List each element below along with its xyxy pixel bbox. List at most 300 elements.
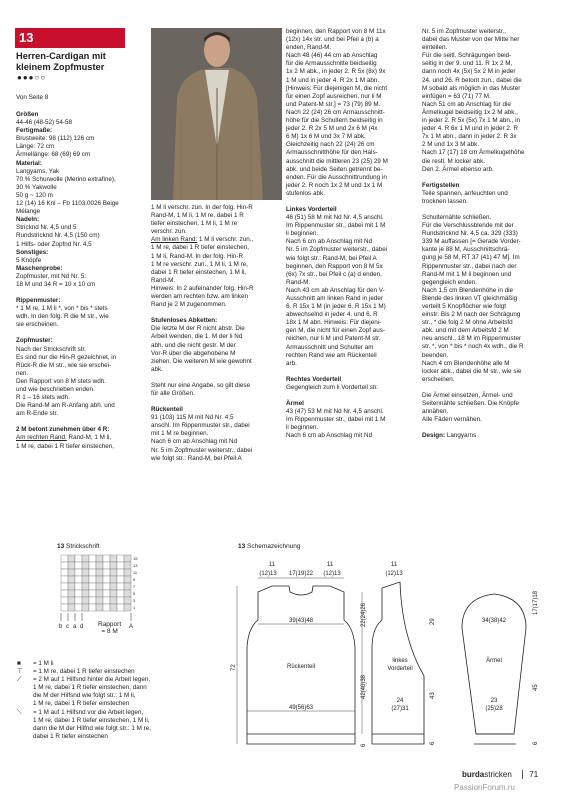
chart-cell: [68, 583, 75, 590]
svg-text:Ärmel: Ärmel: [486, 658, 502, 664]
legend-text: 1 M re, dabei 1 R tiefer einstechen, dann: [33, 684, 147, 692]
schematic-drawing: [232, 558, 552, 753]
chart-cell: [61, 576, 68, 583]
text-line: 50 g ~ 120 m: [16, 191, 53, 199]
text-line: jeder 2. R noch 1x 2 M und 1x 1 M: [286, 181, 383, 189]
text-line: 1 M li, Rand-M. In der folg. Hin-R: [151, 252, 244, 260]
svg-text:22(24)26: 22(24)26: [361, 602, 367, 627]
text-line: in jeder 2. R 5x (5x) 7x 1 M abn., in: [422, 117, 520, 125]
paragraph-gap: [151, 374, 279, 382]
text-line: einfügen = 63 (71) 77 M.: [422, 92, 491, 100]
text-line: 339 M auffassen [= Gerade Vorder-: [422, 238, 521, 246]
svg-text:(12)13: (12)13: [385, 571, 403, 577]
text-line: neu anschl., 18 M im Rippenmuster: [422, 335, 522, 343]
text-line: abk. und beide Seiten getrennt be-: [286, 165, 383, 173]
text-line: wie folgt str.: Rand-M, bei Pfeil A: [286, 254, 377, 262]
chart-cell: [110, 562, 117, 569]
chart-cell: [89, 597, 96, 604]
text-line: 7x 1 M abn., dann in jeder 2. R 3x: [422, 133, 517, 141]
text-line: und Patent-M str.] = 73 (79) 89 M.: [286, 100, 381, 108]
text-line: für die Armausschnitte beidseitig: [286, 60, 377, 68]
text-line: gen M, die nicht für einen Zopf aus-: [286, 327, 386, 335]
text-line: die restl. M locker abk.: [422, 157, 485, 165]
svg-text:72: 72: [231, 664, 237, 671]
svg-text:11: 11: [326, 562, 334, 568]
section-heading: Stufenloses Abketten:: [151, 317, 218, 325]
paragraph-gap: [16, 329, 144, 337]
footer-brand-rest: stricken: [484, 770, 512, 779]
chart-cell: [117, 597, 124, 604]
chart-cell: [117, 569, 124, 576]
svg-text:29: 29: [430, 618, 436, 625]
legend-text: dann die M der Hilfnd wie folgt str.: 1 M re,: [33, 724, 151, 732]
chart-cell: [75, 583, 82, 590]
chart-cell: [124, 569, 131, 576]
text-line: 1 Hilfs- oder Zopfnd Nr. 4,5: [16, 240, 92, 248]
chart-cell: [82, 590, 89, 597]
section-heading: Rechtes Vorderteil: [286, 375, 342, 383]
text-line: 18x 1 M abn. Hinweis: Für diejeni-: [286, 319, 382, 327]
chart-cell: [124, 576, 131, 583]
text-line: gegengleich enden.: [422, 278, 477, 286]
chart-cell: [75, 569, 82, 576]
text-line: Stricknd Nr. 4,5 und 5: [16, 224, 77, 232]
chart-cell: [68, 562, 75, 569]
legend-row: [17, 717, 227, 725]
text-column-2: [151, 204, 279, 463]
svg-text:(25)28: (25)28: [485, 706, 503, 712]
text-line: 18 M und 34 R = 10 x 10 cm: [16, 280, 96, 288]
chart-cell: [82, 576, 89, 583]
svg-text:34(38)42: 34(38)42: [481, 618, 507, 624]
text-line: * 1 M re, 1 M li *, von * bis * stets: [16, 305, 108, 313]
chart-cell: [82, 562, 89, 569]
chart-cell: [82, 569, 89, 576]
text-line: Rand-M mit 1 M li beginnen und: [422, 270, 512, 278]
chart-cell: [68, 604, 75, 611]
text-line: ziehen. Die weiteren M wie gewohnt: [151, 357, 252, 365]
text-line: Im Rippenmuster str., dabei mit 1 M: [286, 222, 386, 230]
text-line: Die letzte M der R nicht abstr. Die: [151, 325, 245, 333]
text-line: sie erscheinen.: [16, 321, 59, 329]
paragraph-gap: [16, 289, 144, 297]
text-line: abk. und mit dem Arbeitsfd 2 M: [422, 327, 509, 335]
text-line: Nach 6 cm ab Anschlag mit Nd: [151, 438, 238, 446]
text-line: und wie beschrieben enden.: [16, 386, 95, 393]
text-line: Arbeit wenden, die 1. M der li Nd: [151, 333, 243, 341]
section-heading: Größen: [16, 111, 39, 118]
chart-cell: [61, 569, 68, 576]
text-line: 1 M re verschr. zun., 1 M li, 1 M re,: [151, 260, 248, 268]
chart-cell: [61, 562, 68, 569]
text-line: Design: Langyarns: [422, 432, 477, 440]
text-line: enden, Rand-M.: [286, 44, 332, 52]
text-line: (6x) 7x str., bei Pfeil c (a) d enden,: [286, 270, 382, 278]
text-line: Nach der Strickschrift str.: [16, 345, 86, 353]
paragraph-gap: [286, 198, 416, 206]
svg-text:6: 6: [361, 743, 367, 747]
text-line: Ärmellänge: 68 (69) 69 cm: [16, 151, 91, 159]
text-line: abk.: [151, 365, 163, 373]
legend-text: = 2 M auf 1 Hilfsnd hinter die Arbeit legen,: [33, 676, 151, 684]
chart-cell: [89, 583, 96, 590]
chart-cell: [110, 583, 117, 590]
svg-text:(12)13: (12)13: [259, 571, 277, 577]
legend-symbol: [17, 733, 33, 741]
text-line: Hinweis: In 2 aufeinander folg. Hin-R: [151, 284, 254, 292]
svg-text:23: 23: [490, 698, 498, 704]
legend-text: = 1 M auf 1 Hilfsnd vor die Arbeit legen,: [33, 708, 144, 716]
text-line: dabei 1 R tiefer einstechen, 1 M li,: [151, 268, 247, 276]
text-line: erscheinen.: [422, 375, 455, 383]
text-line: [Hinweis: Für diejenigen M, die nicht: [286, 84, 388, 92]
legend-text: 1 M re, dabei 1 R tiefer einstechen, 1 M li,: [33, 716, 150, 724]
text-line: Länge: 72 cm: [16, 143, 55, 151]
section-heading: Linkes Vorderteil: [286, 205, 337, 213]
text-line: Nr. 5 im Zopfmuster weiterstr.,: [422, 28, 506, 35]
chart-cell: [110, 590, 117, 597]
text-line: reichen, nur li M und Patent-M str.: [286, 335, 381, 343]
legend-symbol: ⟍: [17, 708, 22, 716]
legend-row: [17, 676, 227, 684]
text-line: Nach 6 cm ab Anschlag mit Nd: [286, 238, 373, 246]
section-heading: Rippenmuster:: [16, 297, 61, 305]
text-line: rechten Rand wie am Rückenteil: [286, 351, 377, 359]
title-line-2: kleinem Zopfmuster: [16, 62, 105, 72]
text-line: 1x 2 M abk., in jeder 2. R 5x (8x) 9x: [286, 68, 386, 76]
chart-arrow-label: b: [59, 624, 63, 630]
chart-cell: [89, 569, 96, 576]
text-line: beenden.: [422, 351, 449, 359]
chart-cell: [89, 562, 96, 569]
text-line: Im Rippenmuster str., dabei mit 1 M: [286, 416, 386, 424]
chart-cell: [68, 597, 75, 604]
paragraph-gap: [422, 384, 552, 392]
legend-row: [17, 700, 227, 708]
section-heading: Fertigstellen: [422, 181, 460, 189]
text-line: 12 (14) 16 Knl – Fb 1103.0026 Beige: [16, 200, 119, 208]
text-line: Nr. 5 im Zopfmuster weiterstr., dabei: [151, 446, 253, 454]
chart-cell: [75, 604, 82, 611]
svg-text:42(40)38: 42(40)38: [361, 674, 367, 699]
text-line: beginnen, den Rapport von 8 M 11x: [286, 28, 386, 35]
svg-text:Rückenteil: Rückenteil: [286, 664, 316, 670]
text-column-3: [286, 28, 416, 441]
text-line: Rand-M.: [286, 278, 311, 286]
text-line: Rippenmuster str., dabei nach der: [422, 262, 517, 270]
legend-symbol: ■: [17, 660, 21, 667]
text-line: Vor-R über die abgehobene M: [151, 349, 236, 357]
chart-caption-num: 13: [57, 543, 65, 550]
text-line: jeder 2. R 2x 5 M und 2x 6 M (4x: [286, 125, 378, 133]
chart-cell: [96, 576, 103, 583]
text-line: verteilt 5 Knopflöcher wie folgt: [422, 303, 507, 310]
chart-cell: [103, 590, 110, 597]
section-heading: 2 M betont zunehmen über 4 R:: [16, 426, 110, 434]
chart-row-number: 13: [133, 563, 138, 568]
text-line: Blende des linken VT gleichmäßig: [422, 294, 518, 302]
chart-row-number: 3: [133, 598, 136, 603]
chart-cell: [75, 562, 82, 569]
footer-brand-bold: burda: [462, 770, 485, 779]
text-line: Die Rand-M am R-Anfang abh. und: [16, 402, 115, 410]
legend-text: 1 M re, dabei 1 R tiefer einstechen: [33, 700, 130, 708]
text-line: Rand-M.: [151, 276, 176, 284]
svg-text:45: 45: [533, 684, 539, 691]
text-line: str. *, von * bis * noch 4x wdh., die R: [422, 343, 524, 351]
svg-text:17(19)22: 17(19)22: [288, 571, 314, 577]
text-column-1: [16, 111, 144, 451]
text-line: 5 Knöpfe: [16, 256, 42, 264]
section-heading: Nadeln:: [16, 216, 40, 224]
text-line: Teile spannen, anfeuchten und: [422, 189, 508, 197]
from-page: Von Seite 8: [16, 94, 49, 101]
text-line: höhe für die Schultern beidseitig in: [286, 117, 383, 125]
chart-cell: [96, 555, 103, 562]
legend-symbol: ⟋: [17, 676, 22, 684]
svg-text:43: 43: [430, 692, 436, 699]
text-line: 1 M re, dabei 1 R tiefer einstechen,: [151, 244, 250, 252]
text-line: Gleichzeitig nach 22 (24) 26 cm: [286, 141, 375, 149]
difficulty-rating: ●●●○○: [17, 73, 47, 82]
text-line: für einen Zopf ausreichen, nur li M: [286, 92, 382, 100]
text-line: 1 M re, dabei 1 R tiefer einstechen,: [16, 442, 115, 450]
svg-text:6: 6: [533, 741, 539, 745]
chart-arrow-label: d: [80, 624, 84, 630]
text-line: gung je 58 M, RT 37 (41) 47 M]. Im: [422, 254, 520, 262]
text-line: dabei das Muster von der Mitte her: [422, 36, 520, 44]
text-line: tiefer einstechen, 1 M li, 1 M re: [151, 220, 238, 228]
text-line: li beginnen.: [286, 424, 319, 432]
legend-row: [17, 725, 227, 733]
text-line: abh. und die nicht gestr. M der: [151, 341, 236, 349]
sleeve-piece: [462, 594, 526, 744]
text-line: seitig in der 9. und 11. R 1x 2 M,: [422, 60, 513, 68]
chart-cell: [75, 597, 82, 604]
chart-cell: [110, 569, 117, 576]
paragraph-gap: [286, 368, 416, 376]
text-line: Steht nur eine Angabe, so gilt diese: [151, 381, 251, 389]
chart-cell: [117, 583, 124, 590]
watermark: PassionForum.ru: [454, 783, 515, 792]
text-line: wdh. In den folg. R die M str., wie: [16, 313, 109, 321]
text-line: 91 (103) 115 M mit Nd Nr. 4,5: [151, 414, 234, 422]
chart-cell: [61, 583, 68, 590]
text-line: Nach 17 (17) 18 cm Ärmelkugelhöhe: [422, 149, 525, 157]
legend-row: [17, 668, 227, 676]
text-line: Rück-R die M str., wie sie erschei-: [16, 361, 112, 369]
text-line: Den 2. Ärmel ebenso arb.: [422, 165, 494, 173]
text-line: Rundstricknd Nr. 4,5 (150 cm): [16, 232, 100, 240]
legend-row: [17, 733, 227, 741]
text-line: für alle Größen.: [151, 389, 195, 397]
chart-cell: [89, 576, 96, 583]
legend-symbol: [17, 684, 33, 692]
svg-text:6: 6: [430, 741, 436, 745]
text-line: annähen.: [422, 408, 449, 416]
legend-symbol: [17, 700, 33, 708]
text-line: 44-46 (48-52) 54-58: [16, 119, 73, 127]
legend-symbol: [17, 717, 33, 725]
text-line: M sobald als möglich in das Muster: [422, 84, 521, 92]
svg-text:(27)31: (27)31: [391, 706, 409, 712]
chart-cell: [103, 597, 110, 604]
legend-row: [17, 684, 227, 692]
text-line: Es sind nur die Hin-R gezeichnet, in: [16, 353, 117, 361]
text-line: Mélange: [16, 208, 41, 216]
chart-cell: [110, 604, 117, 611]
text-line: Zopfmuster, mit Nd Nr. 5:: [16, 272, 86, 280]
pattern-title: [16, 51, 146, 73]
text-line: li beginnen.: [286, 230, 319, 238]
section-heading: Sonstiges:: [16, 248, 49, 256]
chart-cell: [61, 597, 68, 604]
text-line: Nach 48 (46) 44 cm ab Anschlag: [286, 52, 378, 60]
chart-cell: [61, 590, 68, 597]
chart-cell: [124, 555, 131, 562]
schematic-caption: 13 Schemazeichnung: [238, 543, 301, 550]
chart-cell: [103, 576, 110, 583]
chart-cell: [124, 597, 131, 604]
chart-row-number: 11: [133, 570, 138, 575]
chart-cell: [110, 576, 117, 583]
text-line: Rand-M, 1 M li, 1 M re, dabei 1 R: [151, 212, 244, 220]
paragraph-gap: [16, 418, 144, 426]
page-number: 71: [522, 770, 538, 779]
chart-caption-title: Strickschrift: [66, 543, 100, 550]
text-column-4: [422, 28, 552, 440]
chart-cell: [124, 590, 131, 597]
chart-caption: [57, 543, 100, 550]
text-line: 6 M) 1x 6 M und 3x 7 M abk.: [286, 133, 366, 141]
chart-cell: [96, 590, 103, 597]
svg-text:49(56)63: 49(56)63: [288, 705, 314, 711]
text-line: Für die seitl. Schrägungen beid-: [422, 52, 512, 60]
text-line: dann noch 4x (5x) 5x 2 M in jeder: [422, 68, 516, 76]
paragraph-gap: [422, 206, 552, 214]
chart-cell: [89, 590, 96, 597]
chart-cell: [75, 590, 82, 597]
text-line: beginnen, den Rapport von 8 M 5x: [286, 262, 383, 270]
rapport-label: Rapport = 8 M: [98, 621, 122, 635]
text-line: abwechselnd in jeder 4. und 6. R: [286, 311, 378, 319]
paragraph-gap: [422, 174, 552, 182]
text-line: Nach 22 (24) 26 cm Armausschnitt-: [286, 108, 385, 116]
chart-cell: [61, 555, 68, 562]
text-line: wie folgt str.: Rand-M, bei Pfeil A: [151, 454, 242, 462]
text-line: einstr: Bis 2 M nach der Schrägung: [422, 311, 521, 319]
chart-cell: [82, 597, 89, 604]
section-heading: Material:: [16, 159, 42, 167]
text-line: ausschnitt die mittleren 23 (25) 29 M: [286, 157, 388, 165]
text-line: Schulternähte schließen.: [422, 213, 492, 221]
text-line: Langyarns, Yak: [16, 167, 60, 175]
text-line: Gegengleich zum li Vorderteil str.: [286, 383, 379, 391]
legend-text: die M der Hilfsnd wie folgt str.: 1 M li,: [33, 692, 136, 700]
chart-row-number: 1: [133, 605, 136, 610]
text-line: Ausschnitt am linken Rand in jeder: [286, 295, 383, 302]
pattern-number-badge: 13: [15, 28, 125, 48]
text-line: einteilen.: [422, 44, 448, 52]
legend-symbol: [17, 692, 33, 700]
chart-cell: [110, 597, 117, 604]
chart-cell: [103, 604, 110, 611]
text-line: kante je 88 M, Ausschnittschrä-: [422, 246, 510, 254]
svg-text:11: 11: [390, 562, 398, 568]
chart-cell: [96, 569, 103, 576]
text-line: Am linken Rand: 1 M li verschr. zun.,: [151, 236, 254, 244]
text-line: am R-Ende str.: [16, 410, 58, 418]
back-shoulder-left: 11: [268, 562, 276, 568]
chart-cell: [96, 604, 103, 611]
section-heading: Zopfmuster:: [16, 337, 53, 345]
chart-row-number: 7: [133, 584, 136, 589]
text-line: Am rechten Rand: Rand-M, 1 M li,: [16, 434, 112, 442]
legend-row: [17, 709, 227, 717]
text-line: stufenlos abk.: [286, 189, 325, 197]
svg-text:17(17)18: 17(17)18: [533, 590, 539, 615]
text-line: trocknen lassen.: [422, 197, 468, 205]
legend-symbol: ⊤: [17, 668, 23, 676]
chart-cell: [96, 597, 103, 604]
model-photo: [151, 28, 282, 200]
chart-cell: [61, 604, 68, 611]
chart-cell: [75, 576, 82, 583]
legend-row: [17, 660, 227, 668]
chart-cell: [124, 604, 131, 611]
chart-cell: [117, 562, 124, 569]
text-line: 2 M und 1x 3 M abk.: [422, 141, 480, 149]
legend-text: dabei 1 R tiefer einstechen: [33, 732, 108, 740]
text-line: Nach 6 cm ab Anschlag mit Nd: [286, 432, 373, 440]
chart-cell: [89, 604, 96, 611]
text-line: anschl. Im Rippenmuster str., dabei: [151, 422, 250, 430]
text-line: str., * die folg 2 M ohne Arbeitsfd: [422, 319, 513, 327]
text-line: Für die Verschlussblende mit der: [422, 222, 514, 230]
chart-cell: [103, 569, 110, 576]
text-line: werden am rechten bzw. am linken: [151, 293, 248, 301]
chart-row-number: 15: [133, 556, 138, 561]
text-line: jeder 4. R 6x 1 M und in jeder 2. R: [422, 125, 518, 133]
section-heading: Maschenprobe:: [16, 264, 63, 272]
paragraph-gap: [151, 309, 279, 317]
paragraph-gap: [422, 424, 552, 432]
text-line: Nach 1,5 cm Blendenhöhe in die: [422, 286, 514, 294]
text-line: R 1 – 16 stets wdh.: [16, 394, 70, 402]
text-line: Nach 51 cm ab Anschlag für die: [422, 100, 511, 108]
svg-text:(12)13: (12)13: [323, 571, 341, 577]
chart-cell: [117, 590, 124, 597]
text-line: 43 (47) 53 M mit Nd Nr. 4,5 anschl.: [286, 408, 384, 416]
chart-cell: [117, 604, 124, 611]
text-line: nen.: [16, 369, 29, 377]
text-line: locker abk., dabei die M str., wie sie: [422, 367, 522, 375]
text-line: mit 1 M re beginnen.: [151, 430, 209, 438]
text-line: Rand je 2 M zugenommen.: [151, 301, 227, 309]
text-line: Rundstricknd Nr. 4,5 ca. 329 (333): [422, 230, 518, 238]
text-line: 6. R 15x 1 M (in jeder 6. R 15x 1 M): [286, 303, 386, 311]
chart-arrow-label: c: [66, 624, 69, 630]
chart-cell: [117, 576, 124, 583]
chart-cell: [68, 569, 75, 576]
legend-row: [17, 692, 227, 700]
chart-cell: [110, 555, 117, 562]
text-line: enden. Für die Ausschnittrundung in: [286, 173, 387, 181]
text-line: arb.: [286, 359, 297, 367]
text-line: Den Rapport von 8 M stets wdh.: [16, 377, 106, 385]
chart-cell: [68, 576, 75, 583]
text-line: (12x) 14x str. und bei Pfeil a (b) a: [286, 36, 379, 44]
